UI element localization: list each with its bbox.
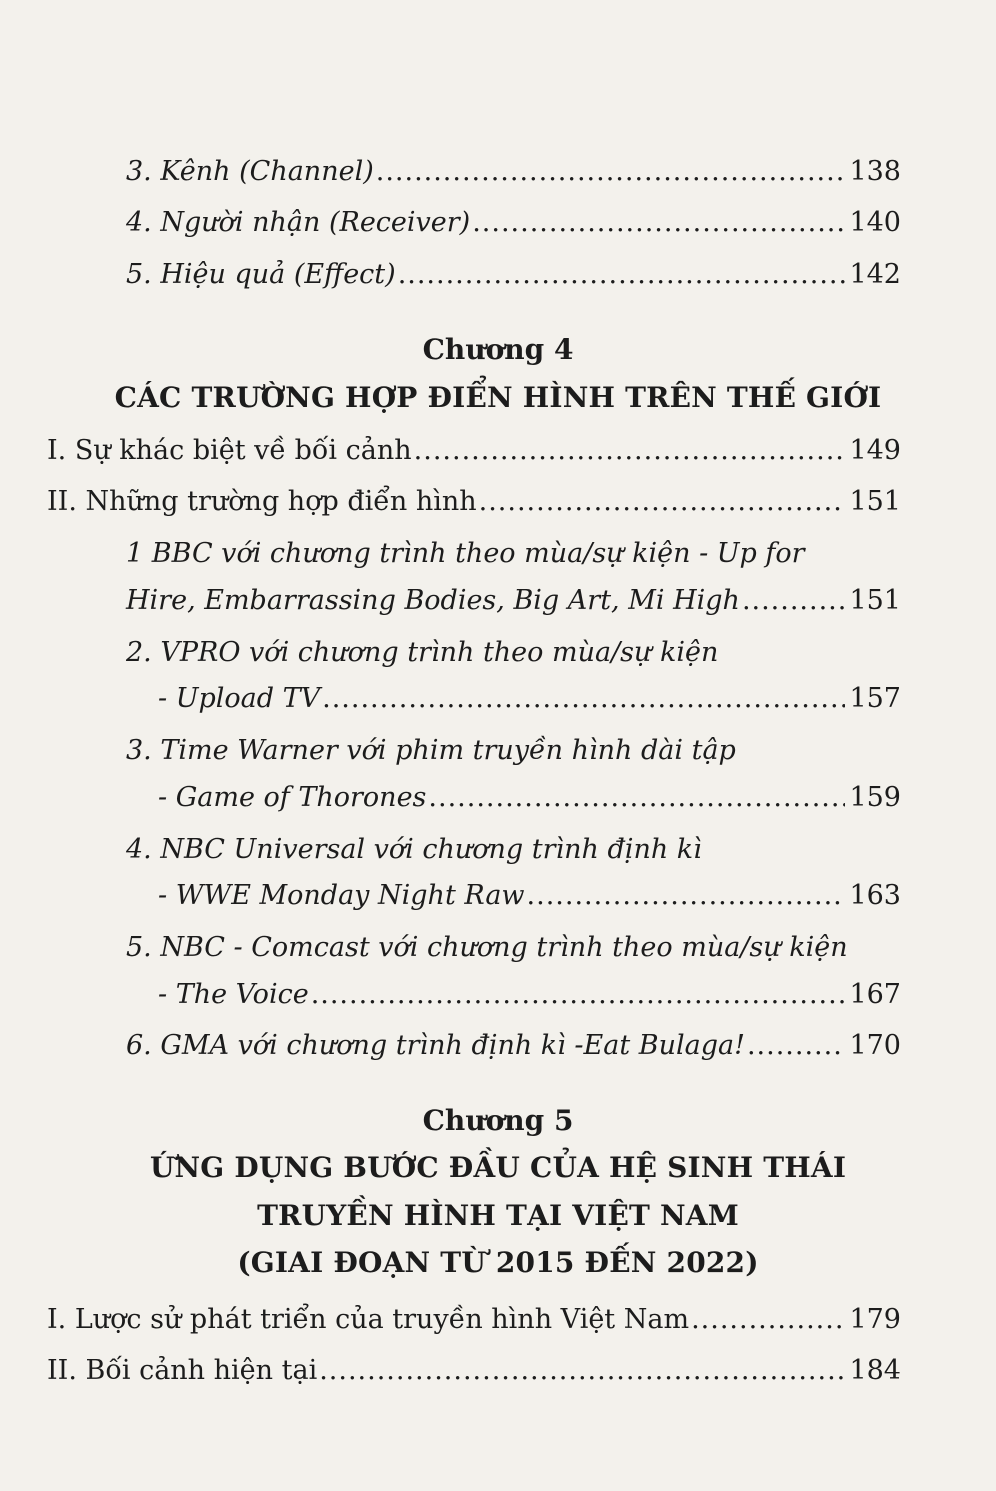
toc-item-line: 1 BBC với chương trình theo mùa/sự kiện - Up for bbox=[126, 538, 805, 569]
leader-dots bbox=[691, 1298, 845, 1342]
toc-entry-label: - Upload TV bbox=[158, 683, 321, 714]
toc-entry bbox=[0, 579, 996, 623]
toc-section-label: II. Bối cảnh hiện tại bbox=[47, 1355, 318, 1386]
leader-dots bbox=[742, 579, 846, 623]
toc-section-page: 151 bbox=[849, 486, 901, 517]
toc-section-label: I. Sự khác biệt về bối cảnh bbox=[47, 435, 412, 466]
toc-entry bbox=[0, 150, 996, 194]
toc-entry bbox=[0, 874, 996, 918]
leader-dots bbox=[527, 874, 846, 918]
leader-dots bbox=[376, 150, 846, 194]
toc-entry-label: 5. Hiệu quả (Effect) bbox=[126, 259, 396, 290]
toc-entry-label: - The Voice bbox=[158, 979, 309, 1010]
leader-dots bbox=[747, 1024, 846, 1068]
toc-entry-page: 170 bbox=[849, 1030, 901, 1061]
toc-entry bbox=[0, 776, 996, 820]
toc-item-line: 4. NBC Universal với chương trình định kì bbox=[126, 834, 702, 865]
toc-entry-page: 142 bbox=[849, 259, 901, 290]
toc-entry-label: - Game of Thorones bbox=[158, 782, 427, 813]
toc-entry-page: 159 bbox=[849, 782, 901, 813]
toc-section-page: 149 bbox=[849, 435, 901, 466]
toc-entry-label: 6. GMA với chương trình định kì -Eat Bulaga! bbox=[126, 1030, 745, 1061]
leader-dots bbox=[398, 253, 846, 297]
leader-dots bbox=[322, 677, 845, 721]
toc-section-label: I. Lược sử phát triển của truyền hình Việt Nam bbox=[47, 1304, 690, 1335]
chapter-5-title-line3: (GIAI ĐOẠN TỪ 2015 ĐẾN 2022) bbox=[237, 1246, 759, 1279]
chapter-5-title-line2: TRUYỀN HÌNH TẠI VIỆT NAM bbox=[257, 1199, 739, 1232]
toc-entry-page: 138 bbox=[849, 156, 901, 187]
leader-dots bbox=[479, 480, 846, 524]
toc-section-page: 184 bbox=[849, 1355, 901, 1386]
chapter-5-title-line1: ỨNG DỤNG BƯỚC ĐẦU CỦA HỆ SINH THÁI bbox=[149, 1151, 847, 1184]
toc-entry bbox=[0, 253, 996, 297]
toc-item-line: 3. Time Warner với phim truyền hình dài tập bbox=[126, 735, 736, 766]
toc-item-line: 2. VPRO với chương trình theo mùa/sự kiện bbox=[126, 637, 719, 668]
leader-dots bbox=[311, 973, 846, 1017]
toc-entry-page: 151 bbox=[849, 585, 901, 616]
toc-entry bbox=[0, 677, 996, 721]
chapter-4-title: CÁC TRƯỜNG HỢP ĐIỂN HÌNH TRÊN THẾ GIỚI bbox=[114, 381, 882, 414]
toc-entry-page: 157 bbox=[849, 683, 901, 714]
toc-entry bbox=[0, 1024, 996, 1068]
toc-entry-page: 167 bbox=[849, 979, 901, 1010]
toc-entry-page: 163 bbox=[849, 880, 901, 911]
toc-entry-page: 140 bbox=[849, 207, 901, 238]
toc-entry-label: 3. Kênh (Channel) bbox=[126, 156, 374, 187]
toc-section bbox=[0, 1349, 996, 1393]
toc-entry-label: Hire, Embarrassing Bodies, Big Art, Mi High bbox=[126, 585, 740, 616]
toc-entry-label: - WWE Monday Night Raw bbox=[158, 880, 525, 911]
toc-section bbox=[0, 480, 996, 524]
toc-section-label: II. Những trường hợp điển hình bbox=[47, 486, 477, 517]
toc-section bbox=[0, 429, 996, 473]
toc-entry-label: 4. Người nhận (Receiver) bbox=[126, 207, 471, 238]
chapter-4-heading: Chương 4 bbox=[422, 333, 574, 366]
toc-section-page: 179 bbox=[849, 1304, 901, 1335]
toc-entry bbox=[0, 201, 996, 245]
toc-section bbox=[0, 1298, 996, 1342]
toc-entry bbox=[0, 973, 996, 1017]
leader-dots bbox=[428, 776, 845, 820]
toc-item-line: 5. NBC - Comcast với chương trình theo mùa/sự kiện bbox=[126, 932, 848, 963]
leader-dots bbox=[472, 201, 845, 245]
leader-dots bbox=[319, 1349, 845, 1393]
chapter-5-heading: Chương 5 bbox=[422, 1104, 574, 1137]
leader-dots bbox=[414, 429, 846, 473]
